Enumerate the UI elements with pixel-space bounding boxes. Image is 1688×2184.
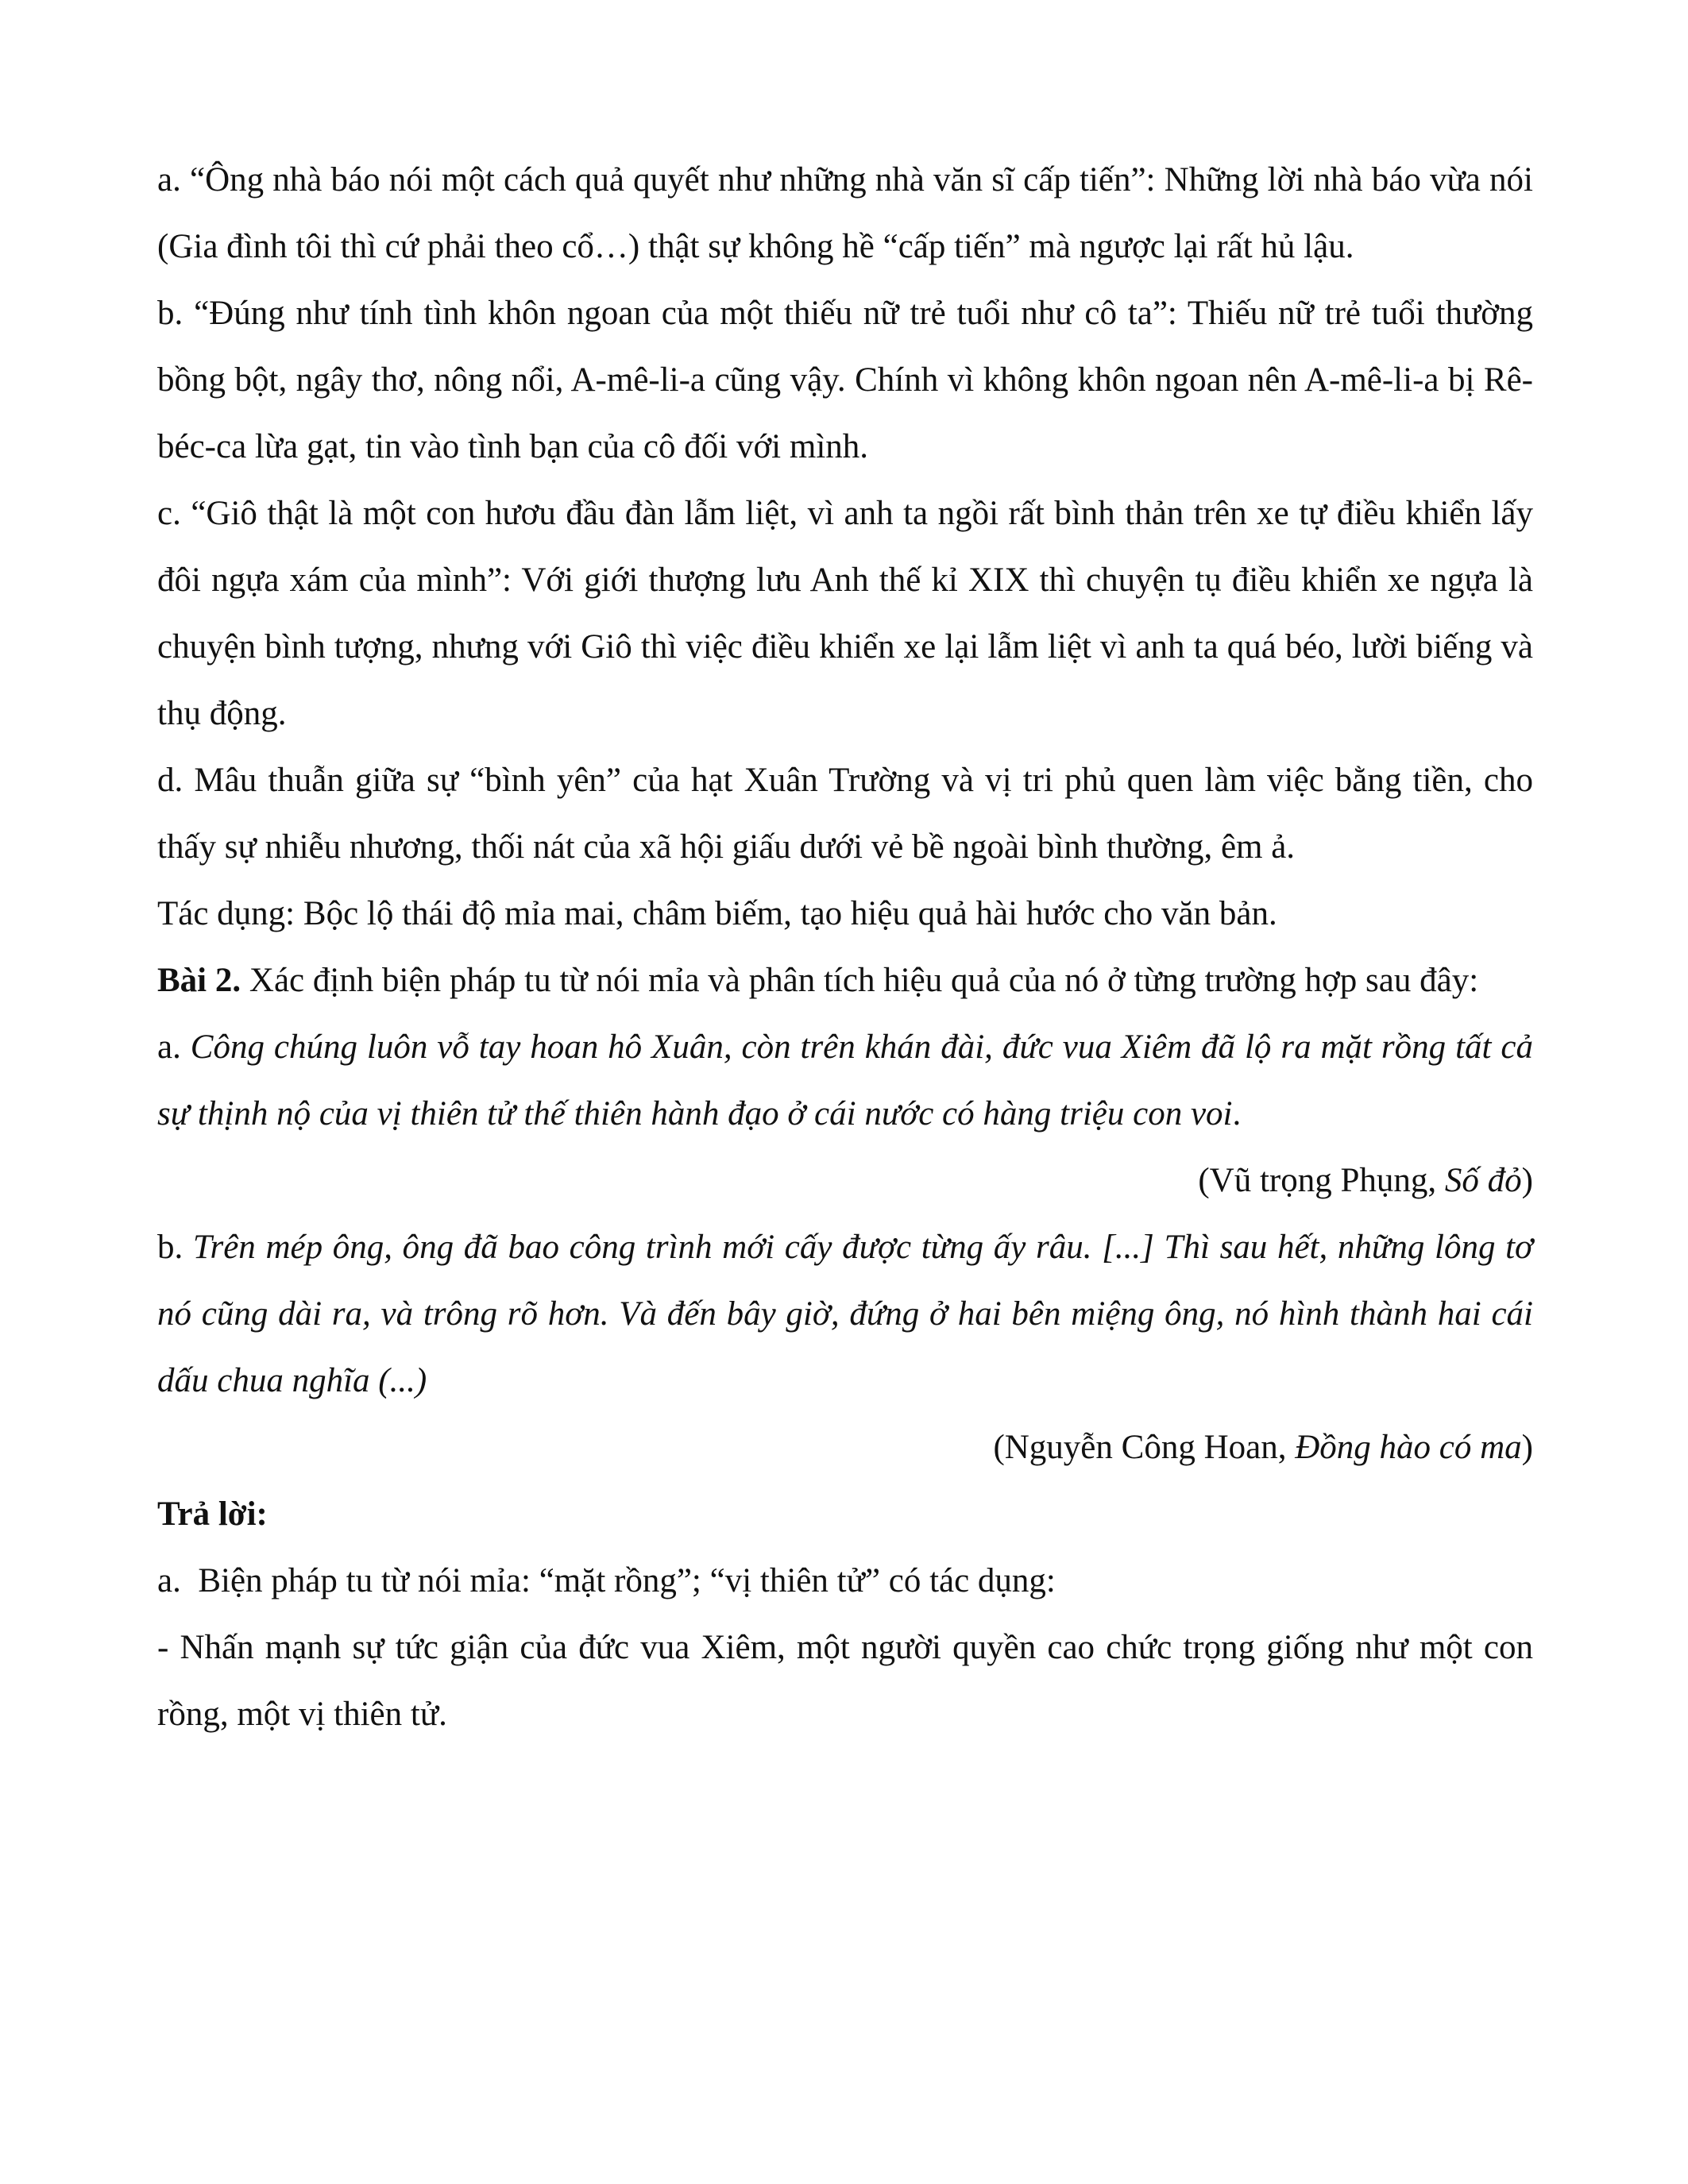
source-a-title: Số đỏ xyxy=(1444,1162,1522,1199)
source-b-open: (Nguyễn Công Hoan, xyxy=(993,1429,1296,1466)
source-a xyxy=(157,1148,1533,1214)
exercise-2-text: Xác định biện pháp tu từ nói mỉa và phân tích hiệu quả của nó ở từng trường hợp sau đây: xyxy=(241,962,1479,999)
answer-heading-text: Trả lời: xyxy=(157,1495,268,1533)
answer-heading xyxy=(157,1481,1533,1548)
quote-a xyxy=(157,1014,1533,1148)
paragraph-c: c. “Giô thật là một con hươu đầu đàn lẫm liệt, vì anh ta ngồi rất bình thản trên xe tự điều khiển lấy đôi ngựa xám của mình”: Với giới thượng lưu Anh thế kỉ XIX thì chuyện tụ điều khiển xe ngựa là chuyện bình tượng, nhưng với Giô thì việc điều khiển xe lại lẫm liệt vì anh ta quá béo, lười biếng và thụ động. xyxy=(157,495,1533,732)
source-b xyxy=(157,1414,1533,1481)
paragraph-b: b. “Đúng như tính tình khôn ngoan của một thiếu nữ trẻ tuổi như cô ta”: Thiếu nữ trẻ tuổi thường bồng bột, ngây thơ, nông nổi, A-mê-li-a cũng vậy. Chính vì không khôn ngoan nên A-mê-li-a bị Rê-béc-ca lừa gạt, tin vào tình bạn của cô đối với mình. xyxy=(157,295,1533,465)
source-b-title: Đồng hào có ma xyxy=(1295,1429,1522,1466)
answer-a-prefix: a. xyxy=(157,1562,199,1599)
quote-a-text: Công chúng luôn vỗ tay hoan hô Xuân, còn trên khán đài, đức vua Xiêm đã lộ ra mặt rồng tất cả sự thịnh nộ của vị thiên tử thế thiên hành đạo ở cái nước có hàng triệu con voi xyxy=(157,1028,1533,1133)
exercise-2 xyxy=(157,947,1533,1014)
source-a-open: (Vũ trọng Phụng, xyxy=(1198,1162,1445,1199)
paragraph-effect: Tác dụng: Bộc lộ thái độ mỉa mai, châm biếm, tạo hiệu quả hài hước cho văn bản. xyxy=(157,895,1277,932)
source-a-close: ) xyxy=(1521,1162,1533,1199)
quote-b-text: Trên mép ông, ông đã bao công trình mới cấy được từng ấy râu. [...] Thì sau hết, những lông tơ nó cũng dài ra, và trông rõ hơn. Và đến bây giờ, đứng ở hai bên miệng ông, nó hình thành hai cái dấu chua nghĩa (...) xyxy=(157,1229,1534,1399)
source-b-close: ) xyxy=(1521,1429,1533,1466)
quote-a-prefix: a. xyxy=(157,1028,191,1066)
quote-a-end: . xyxy=(1232,1095,1242,1133)
paragraph-d: d. Mâu thuẫn giữa sự “bình yên” của hạt Xuân Trường và vị tri phủ quen làm việc bằng tiền, cho thấy sự nhiễu nhương, thối nát của xã hội giấu dưới vẻ bề ngoài bình thường, êm ả. xyxy=(157,762,1533,866)
exercise-2-label: Bài 2. xyxy=(157,962,241,999)
answer-a-text: Biện pháp tu từ nói mỉa: “mặt rồng”; “vị thiên tử” có tác dụng: xyxy=(198,1562,1056,1599)
quote-b xyxy=(157,1214,1533,1414)
document-page xyxy=(157,147,1533,1748)
answer-a-point-1: - Nhấn mạnh sự tức giận của đức vua Xiêm, một người quyền cao chức trọng giống như một con rồng, một vị thiên tử. xyxy=(157,1629,1533,1733)
answer-a xyxy=(157,1548,1533,1615)
paragraph-a: a. “Ông nhà báo nói một cách quả quyết như những nhà văn sĩ cấp tiến”: Những lời nhà báo vừa nói (Gia đình tôi thì cứ phải theo cổ…) thật sự không hề “cấp tiến” mà ngược lại rất hủ lậu. xyxy=(157,161,1533,265)
quote-b-prefix: b. xyxy=(157,1229,193,1266)
